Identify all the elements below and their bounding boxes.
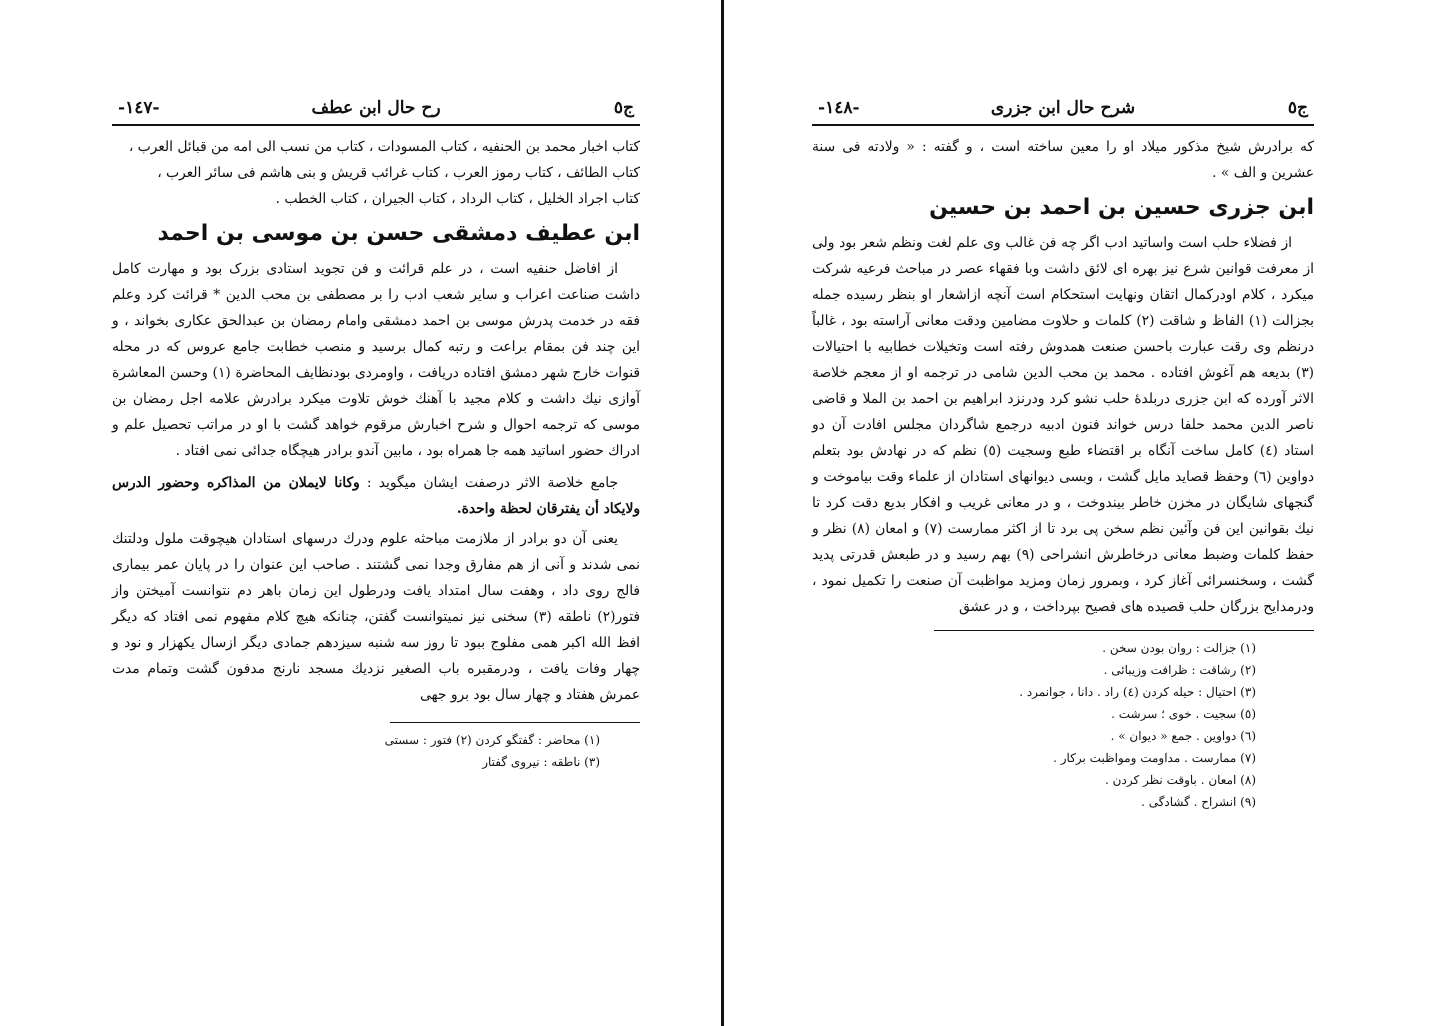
section-title: ابن جزری حسین بن احمد بن حسین	[929, 195, 1314, 220]
footnotes	[112, 729, 640, 773]
right-page-header	[812, 92, 1314, 126]
body-line: کتاب اجراد الخلیل ، کتاب الرداد ، کتاب الجیران ، کتاب الخطب .	[275, 191, 640, 207]
footnote: (٦) دواوین . جمع « دیوان » .	[1110, 729, 1256, 743]
page-number: -١٤٧-	[118, 98, 160, 118]
volume-label: ج٥	[1287, 98, 1308, 118]
footnote: (٣) ناطقه : نیروی گفتار	[482, 755, 600, 769]
right-page	[812, 92, 1314, 813]
arabic-quote: وکانا لایملان من المذاکره وحضور الدرس ولایکاد أن یفترقان لحظة واحدة.	[112, 475, 640, 517]
paragraph: از فضلاء حلب است واساتید ادب اگر چه فن غالب وی علم لغت ونظم شعر بود ولی از معرفت قوانین شرع نیز بهره ای لائق داشت وبا فقهاء عصر در مباحث فرعیه شرکت میکرد ، کلام اودرکمال اتقان ونهایت استحکام است آنچه ازاشعار او بنظر رسیده جمله بجزالت (١) الفاظ و شاقت (٢) کلمات و حلاوت مضامین ودقت معانی آراسته بود ، غالباً درنظم وی رقت عبارت باحسن صنعت همدوش رفته است وتخیلات خطابیه با احتیالات (٣) بدیعه هم آغوش افتاده . محمد بن محب الدین شامی در ترجمه او از معجم خلاصة الاثر آورده که ابن جزری دربلدهٔ حلب نشو کرد ودرنزد ابراهیم بن احمد بن الملا و قاضی ناصر الدین محمد حلفا درس خواند فنون ادبیه درجمع شاگردان مجلس افادت آن دو استاد (٤) کامل ساخت آنگاه بر اقتضاء طبع وسجیت (٥) نظم که در نهادش بود بتعلم دواوین (٦) وحفظ قصاید مایل گشت ، وبسی دیوانهای استادان از علماء وقت بیاموخت و گنجهای شایگان در مخزن خاطر بیندوخت ، و در معانی غریب و افکار بدیع دقت کرد تا نیك بقوانین این فن وآئین نظم سخن پی برد تا از اکثر ممارست (٧) و امعان (٨) نظر و حفظ کلمات وضبط معانی درخاطرش انشراحی (٩) بهم رسید و در طبعش قدرتی پدید گشت ، وسخنسرائی آغاز کرد ، وبمرور زمان ومزید مواظبت آن صنعت را تکمیل نمود ، ودرمدایح بزرگان حلب قصیده های فصیح بپرداخت ، و در عشق	[812, 235, 1315, 615]
footnote: (٥) سجیت . خوی ؛ سرشت .	[1111, 707, 1256, 721]
body-line: کتاب الطائف ، کتاب رموز العرب ، کتاب غرائب قریش و بنی هاشم فی سائر العرب ،	[157, 165, 640, 181]
footnotes	[812, 637, 1314, 813]
left-page-body	[112, 134, 640, 773]
running-title: شرح حال ابن جزری	[990, 98, 1136, 118]
paragraph	[112, 470, 640, 522]
footnote: (١) جزالت : روان بودن سخن .	[1102, 641, 1256, 655]
left-page	[112, 92, 640, 773]
paragraph: از افاضل حنفیه است ، در علم قرائت و فن تجوید استادی بزرک بود و مهارت کامل داشت صناعت اعراب و سایر شعب ادب را بر مصطفی بن محب الدین * قرائت کرد وعلم فقه در خدمت پدرش موسی بن احمد دمشقی وامام رمضان بن عبدالحق عکاری بخواند ، و این چند فن بمقام براعت و رتبه کمال برسید و منصب خطابت جامع عروس که در محله قنوات خارج شهر دمشق افتاده دریافت ، واومردی بودنظایف المحاضرة (١) وحسن المعاشرة آوازی نیك داشت و کلام مجید با آهنك خوش تلاوت میکرد برادرش علامه اجل رمضان بن موسی که ترجمه احوال و شرح اخبارش مرقوم خواهد گشت با او در مراتب تحصیل علم و ادراك حضور اساتید همه جا همراه بود ، مابین آندو برادر هیچگاه جدائی نمی افتاد .	[112, 261, 640, 459]
footnote: (٣) احتیال : حیله کردن (٤) راد . دانا ، جوانمرد .	[1019, 685, 1256, 699]
section-title: ابن عطیف دمشقی حسن بن موسی بن احمد	[157, 221, 640, 246]
paragraph: یعنی آن دو برادر از ملازمت مباحثه علوم ودرك درسهای استادان هیچوقت ملول ودلتنك نمی شدند و آنی از هم مفارق وجدا نمی گشتند . صاحب این عنوان را در پایان عمر بیماری فالج روی داد ، وهفت سال امتداد یافت ودرطول این زمان باهر دم نتوانست آمیختن واز فتور(٢) ناطقه (٣) سخنی نیز نمیتوانست گفتن، چنانکه هیچ کلام مفهوم نمی افتاد که دیگر افظ الله اکبر همی مفلوج ببود تا روز سه شنبه سیزدهم جمادی دیگر ازسال یکهزار و نود و چهار وفات یافت ، ودرمقبره باب الصغیر نزدیك مسجد نارنج مدفون گشت وتمام مدت عمرش هفتاد و چهار سال بود برو جهی	[112, 531, 641, 703]
footnote: (٨) امعان . باوقت نظر کردن .	[1105, 773, 1256, 787]
body-line: کتاب اخبار محمد بن الحنفیه ، کتاب المسودات ، کتاب من نسب الی امه من قبائل العرب ،	[128, 139, 640, 155]
right-page-body	[812, 134, 1314, 813]
volume-label: ج٥	[613, 98, 634, 118]
quote-intro: جامع خلاصة الاثر درصفت ایشان میگوید :	[366, 475, 618, 491]
footnote: (٢) رشاقت : ظرافت وزیبائی .	[1103, 663, 1256, 677]
footnote-rule	[390, 722, 640, 723]
footnote: (٧) ممارست . مداومت ومواظبت برکار .	[1053, 751, 1256, 765]
running-title: رح حال ابن عطف	[311, 98, 441, 118]
book-gutter	[721, 0, 724, 1026]
page-number: -١٤٨-	[818, 98, 860, 118]
footnote: (٩) انشراح . گشادگی .	[1141, 795, 1256, 809]
footnote: (١) محاضر : گفتگو کردن (٢) فتور : سستی	[384, 733, 600, 747]
paragraph: که برادرش شیخ مذکور میلاد او را معین ساخته است ، و گفته : « ولادته فی سنة عشرین و الف » .	[812, 139, 1314, 181]
footnote-rule	[934, 630, 1314, 631]
left-page-header	[112, 92, 640, 126]
